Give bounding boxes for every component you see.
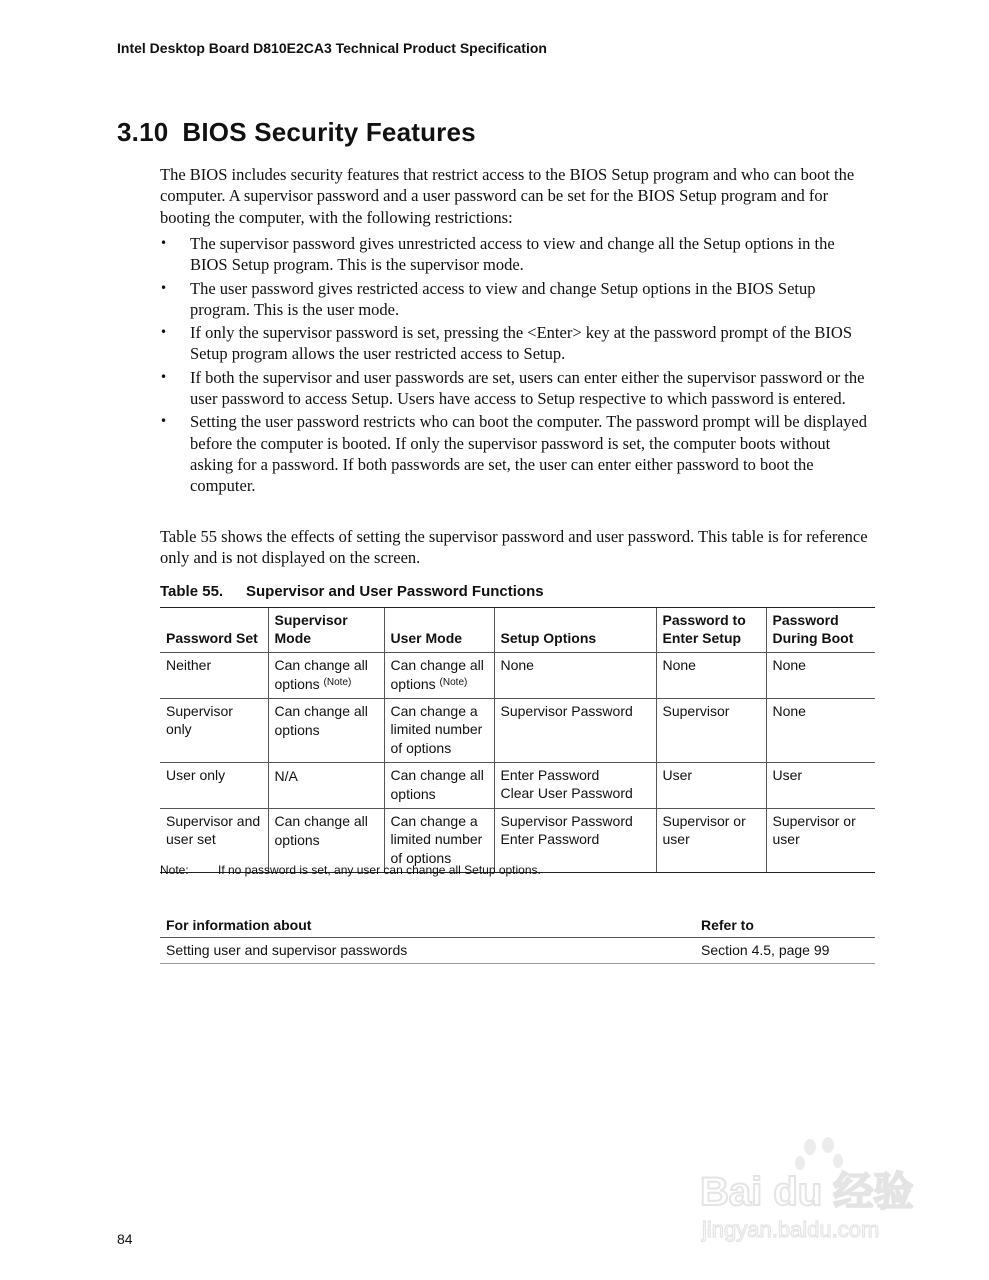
table-cell [384,653,494,699]
table-cell: Supervisor and user set [160,809,268,873]
cell-text: Can change a limited number of options [390,813,483,866]
column-header-text: Supervisor Mode [274,612,348,646]
column-header [656,608,766,653]
table-cell: User only [160,763,268,809]
table-cell: Supervisor or user [656,809,766,873]
bullet-icon: • [160,236,168,250]
list-item [160,322,872,365]
section-title-text: BIOS Security Features [182,117,476,147]
table-cell: None [766,699,875,763]
cell-text: Can change all options [390,767,484,802]
restrictions-list [160,233,872,499]
table-header-row [160,913,875,938]
column-header: Refer to [695,913,875,938]
column-header [766,608,875,653]
bullet-icon: • [160,414,168,429]
cell-text: Can change all options [390,657,484,692]
table-header-row [160,608,875,653]
list-item [160,233,872,276]
table-cell: Supervisor [656,699,766,763]
cell-text: Supervisor Password [500,703,633,719]
bullet-icon: • [160,325,168,340]
page-number: 84 [117,1231,133,1247]
note-label: Note: [160,863,189,877]
table-cell [384,763,494,809]
password-functions-table [160,607,875,873]
list-item [160,278,872,321]
cell-text: Can change all options [274,703,368,738]
bullet-icon: • [160,280,168,295]
table-cell [268,653,384,699]
section-number: 3.10 [117,117,169,147]
watermark-url: jingyan.baidu.com [702,1217,880,1242]
table-note [160,863,541,877]
section-title [117,117,476,148]
running-header: Intel Desktop Board D810E2CA3 Technical Product Specification [117,40,547,56]
cell-text: Can change all options [274,813,368,848]
cell-text: None [500,657,534,673]
paw-icon [700,1135,940,1245]
table-caption-title: Supervisor and User Password Functions [246,583,544,600]
table-cell [268,763,384,809]
table-row [160,653,875,699]
cell-text: N/A [274,768,298,784]
column-header-text: Password to Enter Setup [662,612,746,646]
table-cell: None [656,653,766,699]
cell-text: Clear User Password [500,785,633,801]
table-caption-number: Table 55. [160,583,224,600]
table-cell [494,699,656,763]
list-item [160,367,872,410]
note-text: If no password is set, any user can change all Setup options. [218,863,541,877]
cell-text: Supervisor Password [500,813,633,829]
reference-table [160,913,875,964]
cell-text: Enter Password [500,831,600,847]
list-item-text: Setting the user password restricts who can boot the computer. The password prompt will be displayed before the computer is booted. If only the supervisor password is set, the computer boots without asking for a password. If both passwords are set, the user can enter either password to boot the computer. [190,412,867,496]
table-row [160,763,875,809]
table-cell: Supervisor only [160,699,268,763]
list-item-text: The supervisor password gives unrestricted access to view and change all the Setup options in the BIOS Setup program. This is the supervisor mode. [190,234,835,275]
table-cell [384,699,494,763]
list-item [160,411,872,496]
bullet-icon: • [160,369,168,384]
table-cell: None [766,653,875,699]
column-header: Password Set [160,608,268,653]
watermark-brand: Bai du 经验 [700,1170,914,1214]
column-header-text: Password During Boot [772,612,854,646]
table-cell: Setting user and supervisor passwords [160,938,695,964]
column-header [268,608,384,653]
table-intro-paragraph: Table 55 shows the effects of setting the supervisor password and user password. This table is for reference only and is not displayed on the screen. [160,527,868,568]
intro-paragraph: The BIOS includes security features that restrict access to the BIOS Setup program and who can boot the computer. A supervisor password and a user password can be set for the BIOS Setup program and for booting the computer, with the following restrictions: [160,165,855,227]
column-header: For information about [160,913,695,938]
note-reference: (Note) [439,677,468,688]
table-cell [268,699,384,763]
list-item-text: The user password gives restricted access to view and change Setup options in the BIOS Setup program. This is the user mode. [190,278,816,319]
column-header: User Mode [384,608,494,653]
cell-text: Enter Password [500,767,600,783]
list-item-text: If only the supervisor password is set, pressing the <Enter> key at the password prompt of the BIOS Setup program allows the user restricted access to Setup. [190,323,852,364]
cell-text: Can change all options [274,657,368,692]
table-caption [160,583,544,600]
table-cell: Section 4.5, page 99 [695,938,875,964]
table-cell: User [766,763,875,809]
note-reference: (Note) [323,677,352,688]
table-cell: Neither [160,653,268,699]
table-cell [494,653,656,699]
table-cell [494,763,656,809]
cell-text: Can change a limited number of options [390,703,483,756]
column-header: Setup Options [494,608,656,653]
table-row [160,938,875,964]
list-item-text: If both the supervisor and user passwords are set, users can enter either the supervisor password or the user password to access Setup. Users have access to Setup respective to which password is entered. [190,367,865,409]
table-cell: Supervisor or user [766,809,875,873]
baidu-watermark [700,1135,940,1245]
table-row [160,699,875,763]
table-cell: User [656,763,766,809]
